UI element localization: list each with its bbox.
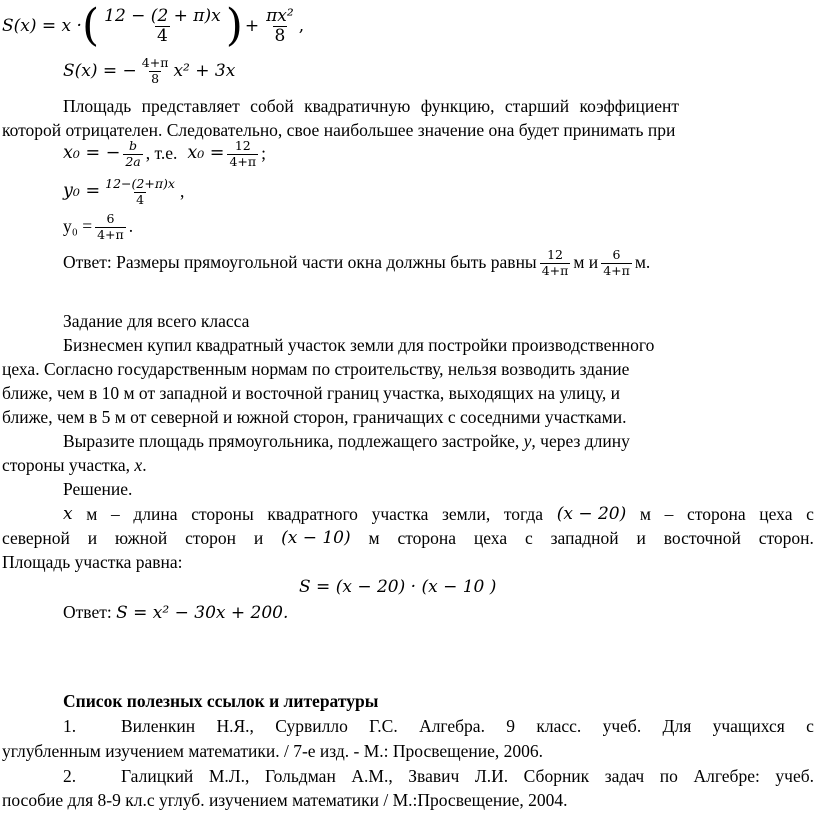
task-question: Выразите площадь прямоугольника, подлежащего застройке, y, через длину xyxy=(63,431,630,451)
fraction: $\frac{12-(2+\pi)x}{4}$ xyxy=(105,176,175,207)
task-heading: Задание для всего класса xyxy=(63,311,250,331)
solution-answer: Ответ: S = x² − 30x + 200. xyxy=(63,602,289,623)
solution-line: северной и южной сторон и (x − 10) м сторона цеха с западной и восточной сторон. xyxy=(2,528,814,548)
references-heading: Список полезных ссылок и литературы xyxy=(63,691,379,711)
vertex-y0-general: y₀ = $\frac{12-(2+\pi)x}{4}$ , xyxy=(63,176,185,207)
fraction: $\frac{6}{4+\pi}$ xyxy=(97,211,124,242)
task-line: ближе, чем в 5 м от северной и южной сторон, граничащих с соседними участками. xyxy=(2,407,627,427)
fraction: $\frac{12}{4+\pi}$ xyxy=(229,138,257,169)
solution-label: Решение. xyxy=(63,479,133,499)
fraction: $\frac{12 - (2 + \pi)x}{4}$ xyxy=(104,5,221,46)
answer-window: Ответ: Размеры прямоугольной части окна должны быть равны $\frac{12}{4+\pi}$ м и $\frac{6}{4+\pi}$ м. xyxy=(63,247,651,278)
task-line: Бизнесмен купил квадратный участок земли для постройки производственного xyxy=(63,335,655,355)
solution-line: x м – длина стороны квадратного участка земли, тогда (x − 20) м – сторона цеха с xyxy=(63,504,814,524)
reference-item-1: 1. Виленкин Н.Я., Сурвилло Г.С. Алгебра. 9 класс. учеб. Для учащихся с xyxy=(63,716,814,736)
solution-formula: S = (x − 20) · (x − 10 ) xyxy=(299,577,497,597)
task-line: цеха. Согласно государственным нормам по строительству, нельзя возводить здание xyxy=(2,359,630,379)
paragraph-line: Площадь представляет собой квадратичную функцию, старший коэффициент xyxy=(63,96,679,116)
formula-lhs: S(x) = x · xyxy=(2,15,82,36)
fraction: $\frac{6}{4+\pi}$ xyxy=(603,247,630,278)
task-question: стороны участка, x. xyxy=(2,455,147,475)
task-line: ближе, чем в 10 м от западной и восточной границ участка, выходящих на улицу, и xyxy=(2,383,621,403)
paren-right: ) xyxy=(225,0,243,51)
paragraph-line: которой отрицателен. Следовательно, свое наибольшее значение она будет принимать при xyxy=(2,120,676,140)
fraction: $\frac{12}{4+\pi}$ xyxy=(541,247,569,278)
fraction: $\frac{b}{2a}$ xyxy=(125,138,141,169)
fraction: $\frac{4+\pi}{8}$ xyxy=(141,55,169,86)
vertex-x0: x₀ = − $\frac{b}{2a}$ , т.е. x₀ = $\frac{12}{4+\pi}$ ; xyxy=(63,138,267,169)
formula-area-full: S(x) = x · ( $\frac{12 - (2 + \pi)x}{4}$ ) + $\frac{\text{πx²}}{8}$ , xyxy=(2,0,305,51)
vertex-y0-value: y₀ = $\frac{6}{4+\pi}$ . xyxy=(63,211,134,242)
solution-line: Площадь участка равна: xyxy=(2,552,183,572)
fraction: $\frac{\text{πx²}}{8}$ xyxy=(266,5,294,46)
reference-item-2-cont: пособие для 8-9 кл.с углуб. изучением математики / М.:Просвещение, 2004. xyxy=(2,790,568,810)
paren-left: ( xyxy=(81,0,100,51)
reference-item-2: 2. Галицкий М.Л., Гольдман А.М., Звавич Л.И. Сборник задач по Алгебре: учеб. xyxy=(63,766,814,786)
formula-area-simplified: S(x) = − $\frac{4+\pi}{8}$ x² + 3x xyxy=(63,55,236,86)
reference-item-1-cont: углубленным изучением математики. / 7-е изд. - М.: Просвещение, 2006. xyxy=(2,741,544,761)
